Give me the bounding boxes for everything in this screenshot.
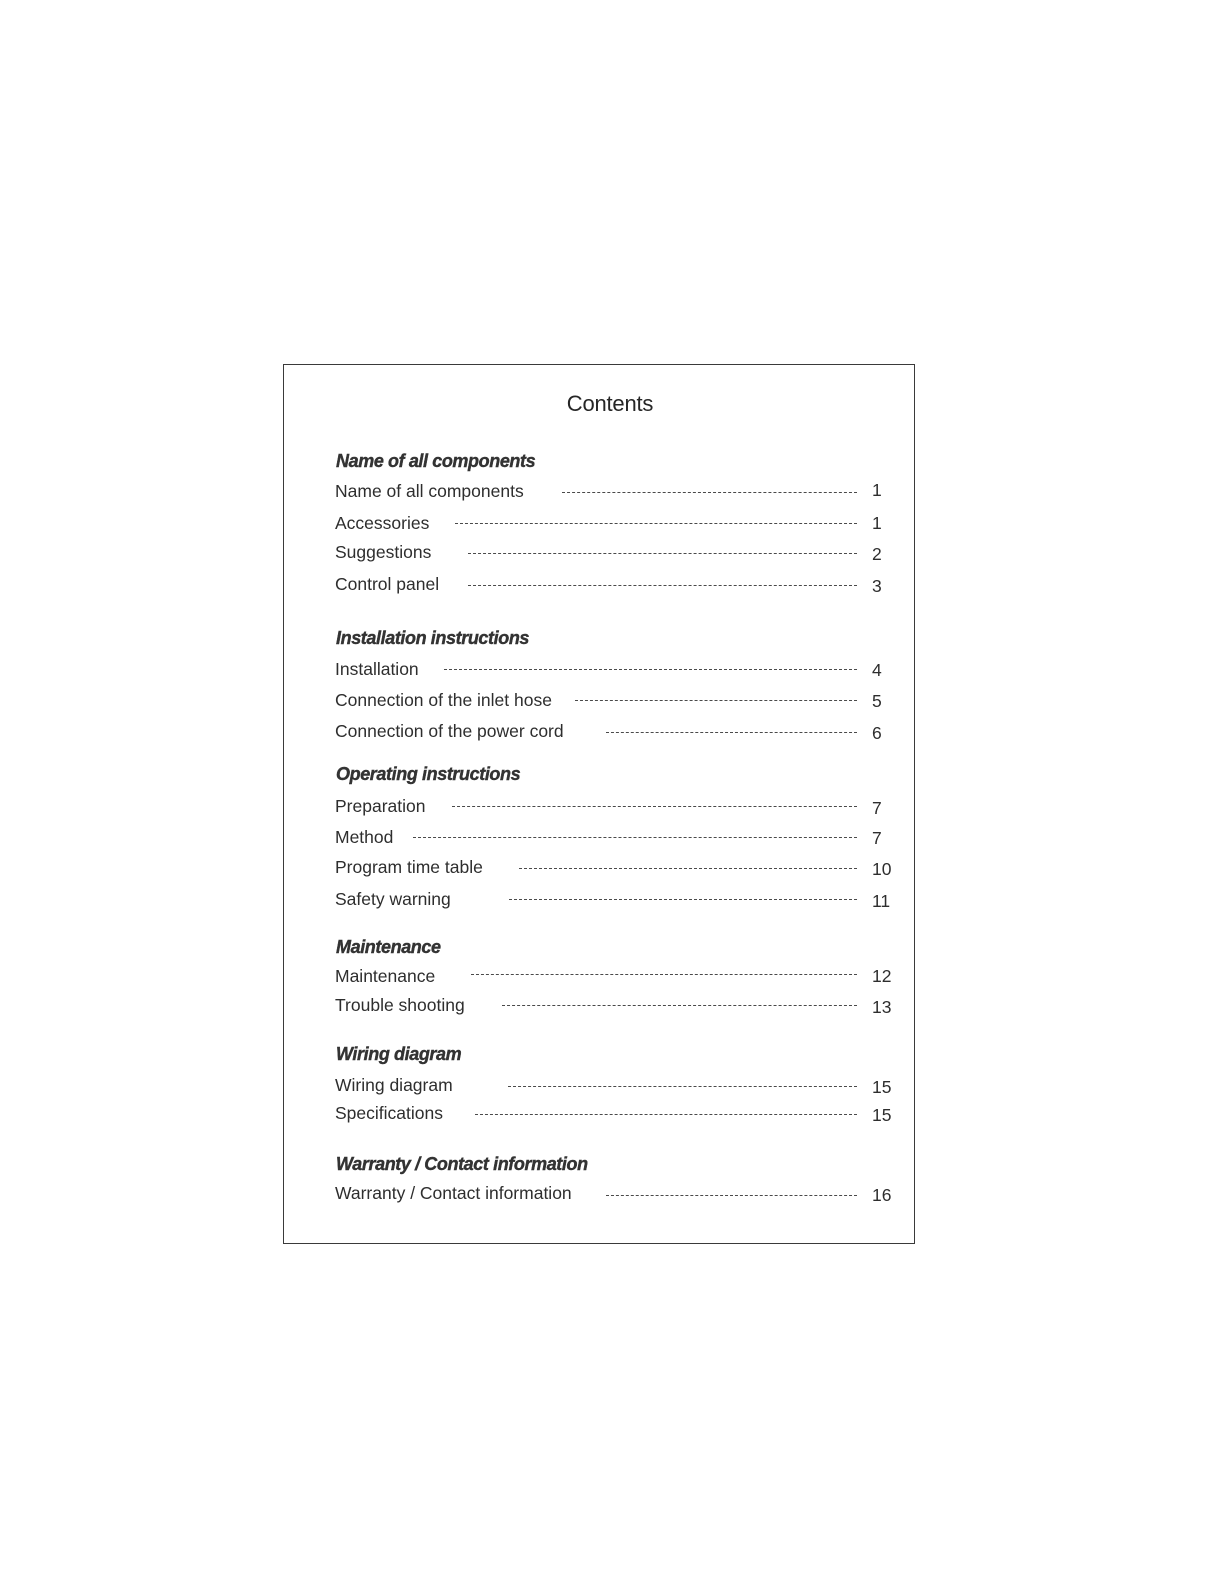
- toc-entry-page: 16: [872, 1185, 892, 1205]
- leader-dots: [413, 837, 857, 838]
- leader-dots: [502, 1005, 857, 1006]
- toc-entry-page: 13: [872, 997, 892, 1017]
- toc-entry-page: 7: [872, 798, 882, 818]
- toc-entry-page: 4: [872, 660, 882, 680]
- toc-entry-page: 10: [872, 859, 892, 879]
- toc-entry-label[interactable]: Warranty / Contact information: [335, 1183, 572, 1203]
- toc-entry-label[interactable]: Wiring diagram: [335, 1075, 453, 1095]
- section-heading: Operating instructions: [336, 764, 521, 784]
- toc-entry-label[interactable]: Maintenance: [335, 966, 436, 986]
- toc-entry-page: 5: [872, 691, 882, 711]
- toc-entry-page: 2: [872, 544, 882, 564]
- section-heading: Installation instructions: [336, 628, 530, 648]
- leader-dots: [606, 732, 857, 733]
- leader-dots: [519, 868, 857, 869]
- section-heading: Warranty / Contact information: [336, 1154, 588, 1174]
- toc-entry-page: 1: [872, 513, 882, 533]
- toc-entry-label[interactable]: Specifications: [335, 1103, 443, 1123]
- leader-dots: [509, 899, 857, 900]
- toc-entry-label[interactable]: Installation: [335, 659, 419, 679]
- leader-dots: [471, 974, 857, 975]
- leader-dots: [452, 806, 857, 807]
- toc-entry-label[interactable]: Suggestions: [335, 542, 432, 562]
- toc-entry-page: 7: [872, 828, 882, 848]
- toc-entry-label[interactable]: Method: [335, 827, 394, 847]
- toc-entry-page: 15: [872, 1077, 892, 1097]
- toc-entry-page: 3: [872, 576, 882, 596]
- leader-dots: [562, 492, 857, 493]
- section-heading: Wiring diagram: [336, 1044, 462, 1064]
- leader-dots: [455, 523, 857, 524]
- toc-entry-label[interactable]: Program time table: [335, 857, 483, 877]
- leader-dots: [468, 553, 857, 554]
- toc-entry-label[interactable]: Safety warning: [335, 889, 451, 909]
- leader-dots: [575, 700, 857, 701]
- section-heading: Maintenance: [336, 937, 441, 957]
- toc-entry-page: 6: [872, 723, 882, 743]
- toc-entry-label[interactable]: Accessories: [335, 513, 430, 533]
- table-of-contents: [283, 364, 915, 1244]
- toc-entry-page: 15: [872, 1105, 892, 1125]
- leader-dots: [475, 1114, 857, 1115]
- leader-dots: [444, 669, 857, 670]
- toc-entry-label[interactable]: Preparation: [335, 796, 426, 816]
- toc-entry-label[interactable]: Connection of the inlet hose: [335, 690, 552, 710]
- section-heading: Name of all components: [336, 451, 536, 471]
- leader-dots: [508, 1086, 857, 1087]
- leader-dots: [468, 585, 857, 586]
- toc-entry-page: 12: [872, 966, 892, 986]
- toc-entry-page: 11: [872, 891, 891, 911]
- toc-entry-page: 1: [872, 480, 882, 500]
- leader-dots: [606, 1195, 857, 1196]
- toc-entry-label[interactable]: Trouble shooting: [335, 995, 465, 1015]
- toc-entry-label[interactable]: Control panel: [335, 574, 440, 594]
- toc-entry-label[interactable]: Connection of the power cord: [335, 721, 564, 741]
- toc-entry-label[interactable]: Name of all components: [335, 481, 524, 501]
- page-title: Contents: [566, 391, 654, 416]
